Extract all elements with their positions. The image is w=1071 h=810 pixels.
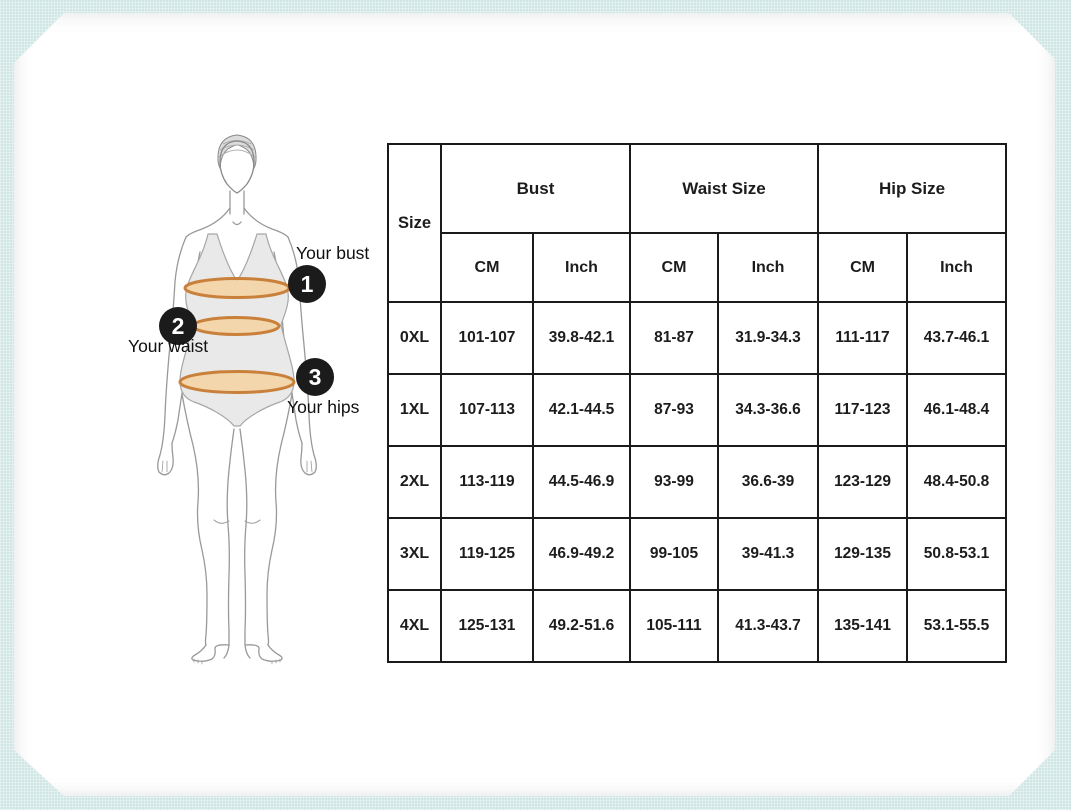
size-cell: 2XL: [388, 446, 441, 518]
waist-band: [193, 318, 279, 335]
table-row: [388, 446, 1006, 518]
waist-inch-header: Inch: [718, 233, 818, 302]
hip-group-header: Hip Size: [818, 144, 1006, 233]
table-row: [388, 518, 1006, 590]
waist-cm-header: CM: [630, 233, 718, 302]
measurement-cell: 36.6-39: [718, 446, 818, 518]
bust-marker: [288, 265, 326, 303]
waist-label: Your waist: [128, 336, 209, 356]
size-cell: 0XL: [388, 302, 441, 374]
measurement-cell: 34.3-36.6: [718, 374, 818, 446]
measurement-cell: 105-111: [630, 590, 718, 662]
waist-marker-number: 2: [171, 312, 185, 339]
bust-cm-header: CM: [441, 233, 533, 302]
measurement-cell: 119-125: [441, 518, 533, 590]
hip-inch-header: Inch: [907, 233, 1006, 302]
measurement-cell: 42.1-44.5: [533, 374, 630, 446]
table-group-header-row: [388, 144, 1006, 233]
size-cell: 3XL: [388, 518, 441, 590]
hair: [218, 135, 256, 168]
measurement-cell: 113-119: [441, 446, 533, 518]
measurement-cell: 125-131: [441, 590, 533, 662]
measurement-cell: 53.1-55.5: [907, 590, 1006, 662]
size-table: [387, 143, 1007, 663]
measurement-cell: 117-123: [818, 374, 907, 446]
measurement-cell: 99-105: [630, 518, 718, 590]
bust-group-header: Bust: [441, 144, 630, 233]
measurement-cell: 135-141: [818, 590, 907, 662]
measurement-cell: 43.7-46.1: [907, 302, 1006, 374]
measurement-cell: 31.9-34.3: [718, 302, 818, 374]
bust-marker-number: 1: [300, 270, 314, 297]
table-row: [388, 590, 1006, 662]
measurement-cell: 39-41.3: [718, 518, 818, 590]
measurement-cell: 46.9-49.2: [533, 518, 630, 590]
hip-cm-header: CM: [818, 233, 907, 302]
size-cell: 4XL: [388, 590, 441, 662]
measurement-cell: 44.5-46.9: [533, 446, 630, 518]
waist-group-header: Waist Size: [630, 144, 818, 233]
size-column-header: Size: [388, 144, 441, 302]
bust-label: Your bust: [296, 243, 370, 263]
measurement-cell: 48.4-50.8: [907, 446, 1006, 518]
measurement-cell: 101-107: [441, 302, 533, 374]
measurement-cell: 111-117: [818, 302, 907, 374]
measurement-cell: 123-129: [818, 446, 907, 518]
table-unit-header-row: [388, 233, 1006, 302]
table-row: [388, 374, 1006, 446]
hips-label: Your hips: [287, 397, 360, 417]
measurement-cell: 46.1-48.4: [907, 374, 1006, 446]
measurement-cell: 39.8-42.1: [533, 302, 630, 374]
bust-inch-header: Inch: [533, 233, 630, 302]
measurement-cell: 107-113: [441, 374, 533, 446]
measurement-cell: 49.2-51.6: [533, 590, 630, 662]
hips-marker-number: 3: [308, 363, 322, 390]
measurement-cell: 87-93: [630, 374, 718, 446]
measurement-cell: 41.3-43.7: [718, 590, 818, 662]
measurement-cell: 81-87: [630, 302, 718, 374]
size-cell: 1XL: [388, 374, 441, 446]
measurement-cell: 93-99: [630, 446, 718, 518]
bust-band: [185, 279, 289, 298]
hips-marker: [296, 358, 334, 396]
hips-band: [180, 372, 294, 393]
table-row: [388, 302, 1006, 374]
measurement-figure: [90, 130, 390, 675]
measurement-cell: 129-135: [818, 518, 907, 590]
measurement-cell: 50.8-53.1: [907, 518, 1006, 590]
